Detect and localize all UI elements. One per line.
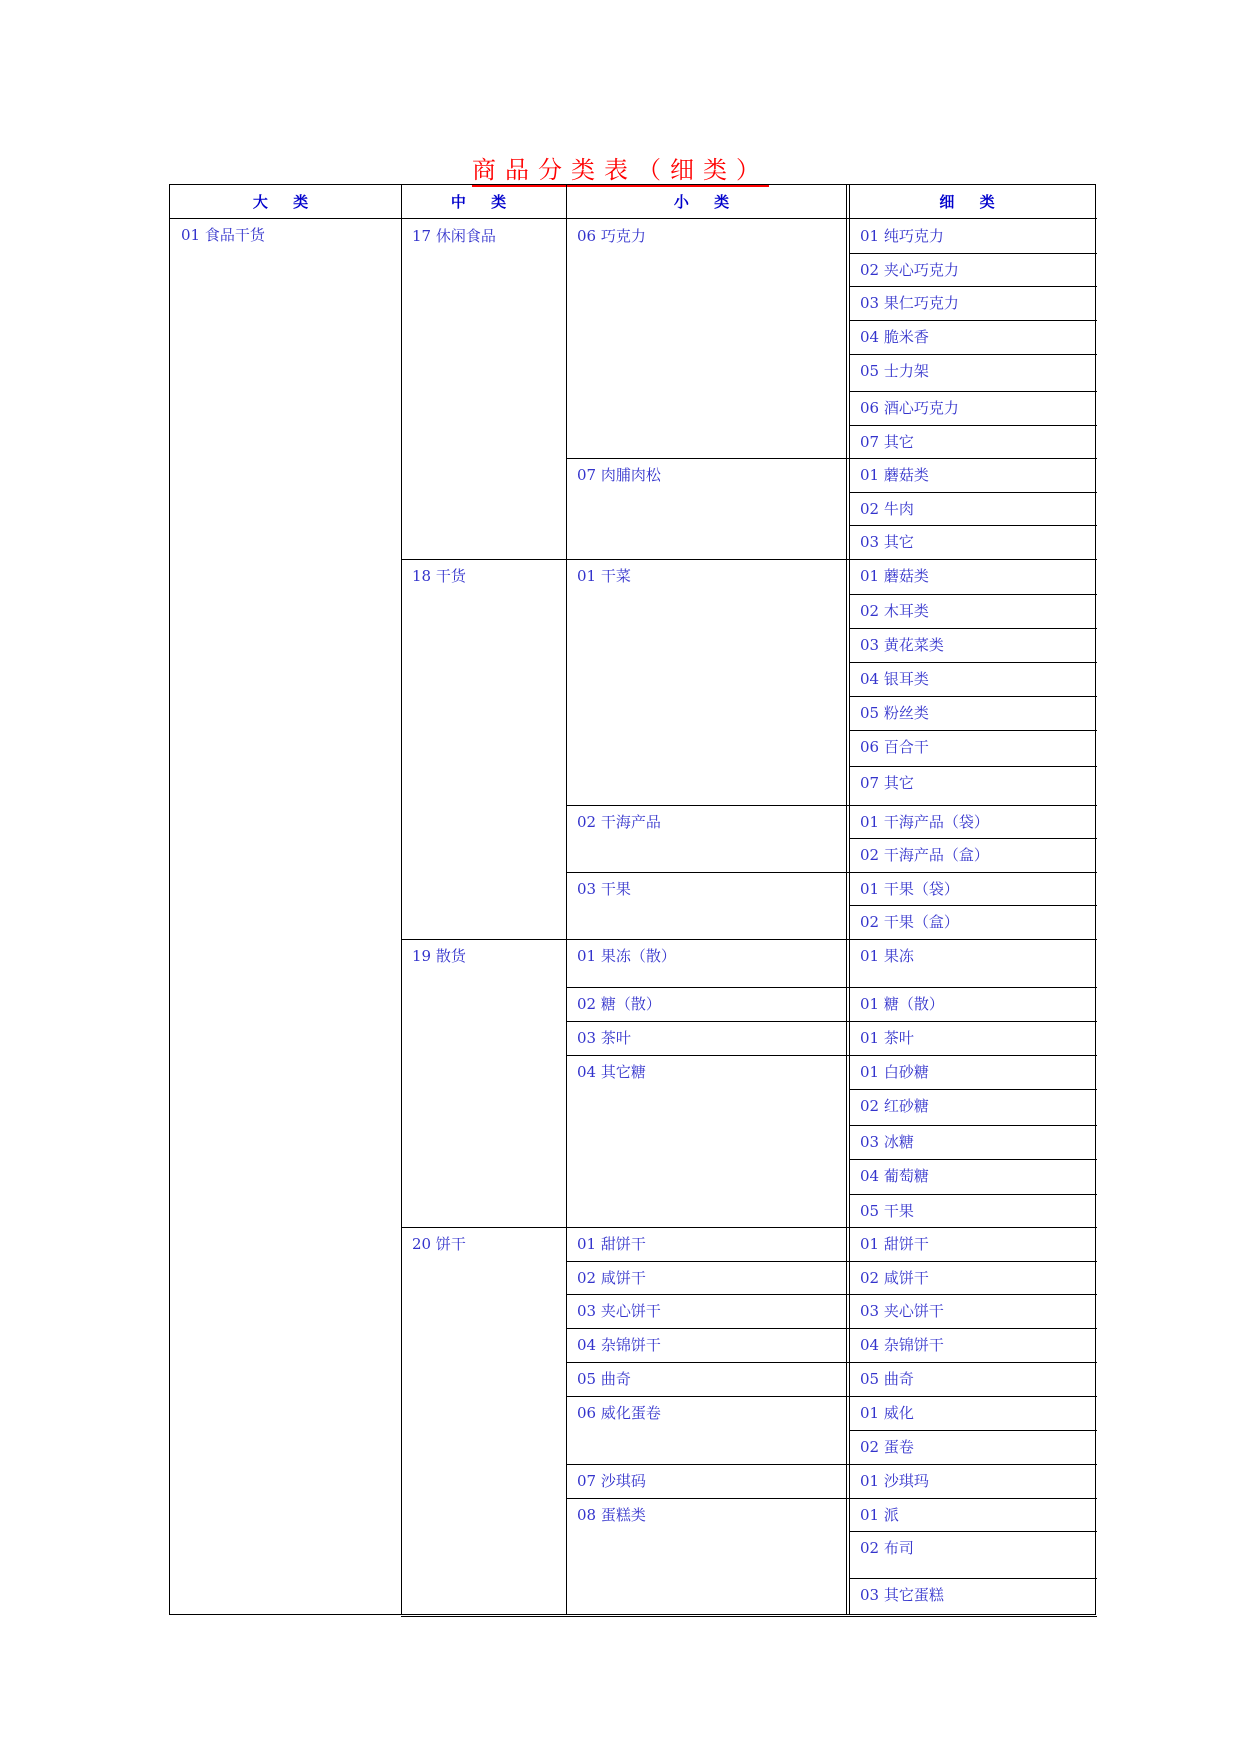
detail-item: 07 其它 [860,433,914,451]
minor-category: 04 其它糖 [577,1063,646,1081]
minor-category: 01 果冻（散） [577,947,676,965]
column-divider [401,185,402,1614]
detail-item: 01 沙琪玛 [860,1472,929,1490]
minor-category: 06 威化蛋卷 [577,1404,661,1422]
detail-item: 01 茶叶 [860,1029,914,1047]
minor-category: 02 糖（散） [577,995,661,1013]
detail-item: 05 粉丝类 [860,704,929,722]
minor-category: 02 咸饼干 [577,1269,646,1287]
middle-category: 19 散货 [412,947,466,965]
detail-item: 04 杂锦饼干 [860,1336,944,1354]
detail-item: 03 黄花菜类 [860,636,944,654]
header-minor: 小 类 [673,193,740,211]
detail-item: 03 其它蛋糕 [860,1586,944,1604]
detail-item: 01 干果（袋） [860,880,959,898]
detail-item: 01 白砂糖 [860,1063,929,1081]
detail-item: 02 干海产品（盒） [860,846,989,864]
detail-item: 02 咸饼干 [860,1269,929,1287]
detail-item: 01 果冻 [860,947,914,965]
minor-category: 08 蛋糕类 [577,1506,646,1524]
header-detail: 细 类 [939,193,1005,211]
detail-item: 04 脆米香 [860,328,929,346]
detail-item: 03 冰糖 [860,1133,914,1151]
detail-item: 01 蘑菇类 [860,466,929,484]
header-middle: 中 类 [450,193,517,211]
minor-category: 06 巧克力 [577,227,646,245]
detail-item: 02 夹心巧克力 [860,261,959,279]
major-category: 01 食品干货 [181,226,265,244]
middle-category: 17 休闲食品 [412,227,496,245]
minor-category: 05 曲奇 [577,1370,631,1388]
middle-category: 20 饼干 [412,1235,466,1253]
detail-item: 02 牛肉 [860,500,914,518]
detail-item: 05 士力架 [860,362,929,380]
middle-category: 18 干货 [412,567,466,585]
row-divider [849,1616,1097,1617]
detail-item: 01 糖（散） [860,995,944,1013]
detail-item: 01 威化 [860,1404,914,1422]
detail-item: 05 干果 [860,1202,914,1220]
header-major: 大 类 [252,193,319,211]
minor-category: 07 沙琪码 [577,1472,646,1490]
detail-item: 02 红砂糖 [860,1097,929,1115]
detail-item: 01 甜饼干 [860,1235,929,1253]
minor-category: 03 夹心饼干 [577,1302,661,1320]
minor-category: 04 杂锦饼干 [577,1336,661,1354]
detail-item: 04 银耳类 [860,670,929,688]
category-table [169,184,1096,1615]
detail-item: 01 纯巧克力 [860,227,944,245]
column-divider [846,185,847,1614]
detail-item: 01 派 [860,1506,899,1524]
minor-category: 03 干果 [577,880,631,898]
detail-item: 04 葡萄糖 [860,1167,929,1185]
minor-category: 01 甜饼干 [577,1235,646,1253]
detail-item: 02 布司 [860,1539,914,1557]
minor-category: 01 干菜 [577,567,631,585]
detail-item: 02 蛋卷 [860,1438,914,1456]
detail-item: 01 蘑菇类 [860,567,929,585]
middle-divider [401,1616,566,1617]
detail-item: 06 百合干 [860,738,929,756]
detail-item: 03 其它 [860,533,914,551]
minor-category: 07 肉脯肉松 [577,466,661,484]
detail-item: 02 干果（盒） [860,913,959,931]
minor-category: 03 茶叶 [577,1029,631,1047]
minor-divider [566,1616,849,1617]
detail-item: 07 其它 [860,774,914,792]
detail-item: 06 酒心巧克力 [860,399,959,417]
detail-item: 02 木耳类 [860,602,929,620]
detail-item: 01 干海产品（袋） [860,813,989,831]
detail-item: 03 夹心饼干 [860,1302,944,1320]
page-title: 商品分类表（细类） [0,150,1241,185]
minor-category: 02 干海产品 [577,813,661,831]
detail-item: 05 曲奇 [860,1370,914,1388]
detail-item: 03 果仁巧克力 [860,294,959,312]
